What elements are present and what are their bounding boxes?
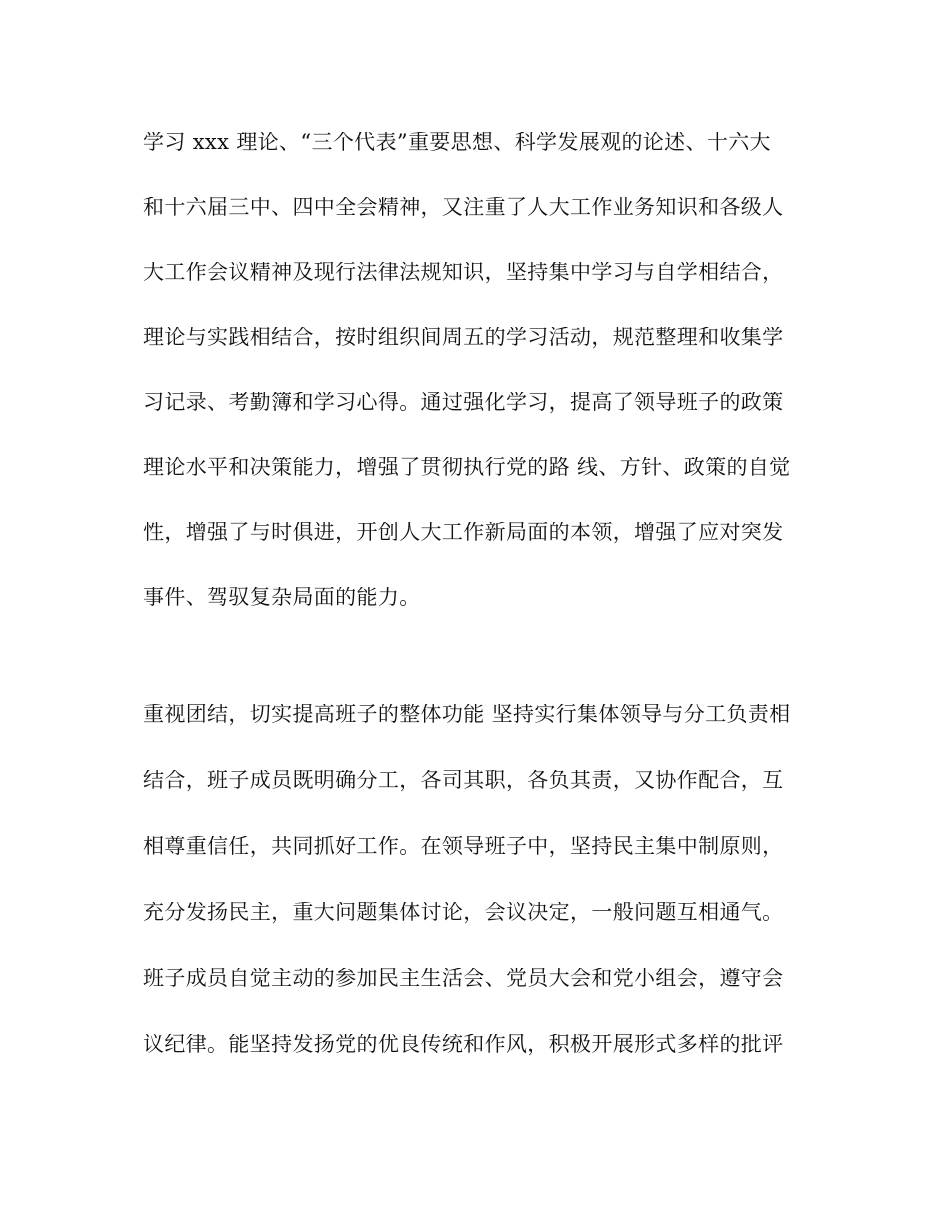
text-line: 学习 xxx 理论、“三个代表”重要思想、科学发展观的论述、十六大 bbox=[143, 132, 771, 154]
text-line: 理论水平和决策能力，增强了贯彻执行党的路 线、方针、政策的自觉 bbox=[143, 457, 791, 479]
text-line: 性，增强了与时俱进，开创人大工作新局面的本领，增强了应对突发 bbox=[143, 522, 784, 544]
text-line: 和十六届三中、四中全会精神，又注重了人大工作业务知识和各级人 bbox=[143, 197, 784, 219]
text-line: 结合，班子成员既明确分工，各司其职，各负其责，又协作配合，互 bbox=[143, 770, 784, 792]
paragraph-study bbox=[143, 132, 823, 611]
text-line: 充分发扬民主，重大问题集体讨论，会议决定，一般问题互相通气。 bbox=[143, 902, 784, 924]
text-line: 习记录、考勤簿和学习心得。通过强化学习，提高了领导班子的政策 bbox=[143, 392, 784, 414]
text-line: 重视团结，切实提高班子的整体功能 坚持实行集体领导与分工负责相 bbox=[143, 704, 791, 726]
text-line: 理论与实践相结合，按时组织间周五的学习活动，规范整理和收集学 bbox=[143, 327, 784, 349]
text-line: 议纪律。能坚持发扬党的优良传统和作风，积极开展形式多样的批评 bbox=[143, 1034, 784, 1056]
paragraph-unity bbox=[143, 704, 823, 1058]
text-line: 班子成员自觉主动的参加民主生活会、党员大会和党小组会，遵守会 bbox=[143, 968, 784, 990]
text-line: 事件、驾驭复杂局面的能力。 bbox=[143, 587, 421, 609]
text-line: 相尊重信任，共同抓好工作。在领导班子中，坚持民主集中制原则， bbox=[143, 836, 784, 858]
text-line: 大工作会议精神及现行法律法规知识，坚持集中学习与自学相结合， bbox=[143, 262, 784, 284]
